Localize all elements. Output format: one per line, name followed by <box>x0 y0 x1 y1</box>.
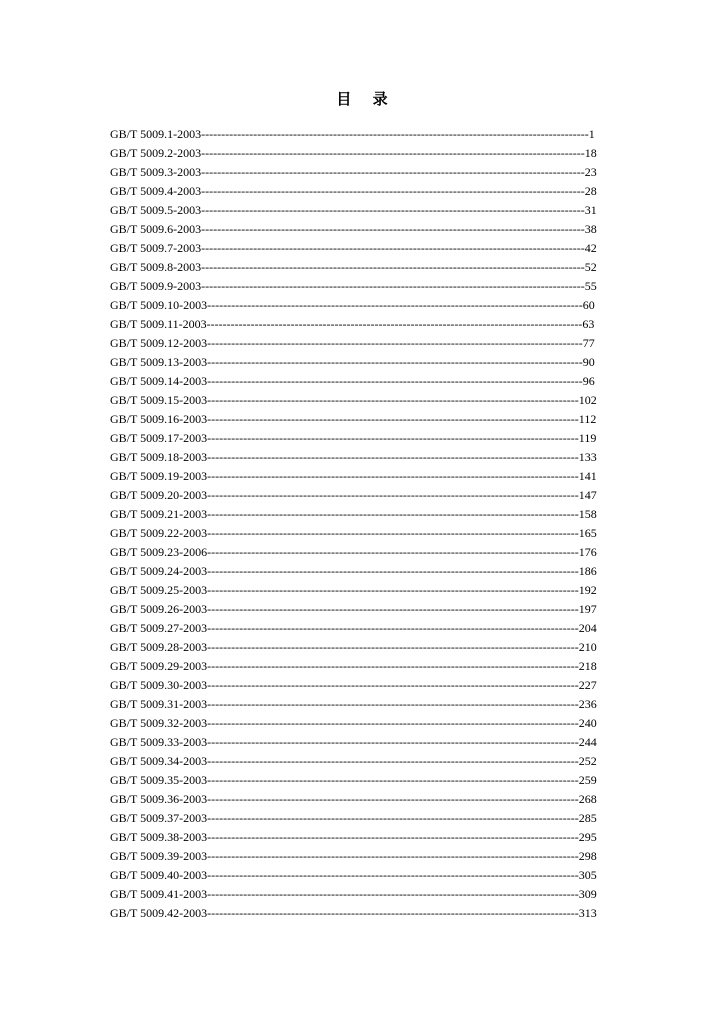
toc-entry-page: 165 <box>578 526 597 540</box>
toc-entry-leader: --------------------------------------------------------------------------------------------- <box>207 887 579 901</box>
toc-entry-page: 141 <box>578 469 597 483</box>
toc-entry-label: GB/T 5009.2-2003 <box>110 146 202 160</box>
toc-entry-leader: --------------------------------------------------------------------------------------------- <box>207 621 579 635</box>
toc-entry-leader: --------------------------------------------------------------------------------------------- <box>207 849 579 863</box>
toc-entry-page: 63 <box>582 317 595 331</box>
toc-entry-label: GB/T 5009.29-2003 <box>110 659 208 673</box>
toc-entry <box>110 221 597 240</box>
toc-entry-leader: ------------------------------------------------------------------------------------------------ <box>201 203 585 217</box>
toc-entry-label: GB/T 5009.40-2003 <box>110 868 208 882</box>
toc-entry-label: GB/T 5009.15-2003 <box>110 393 208 407</box>
toc-entry-page: 96 <box>582 374 595 388</box>
toc-entry-page: 268 <box>578 792 597 806</box>
toc-entry-leader: --------------------------------------------------------------------------------------------- <box>207 412 579 426</box>
toc-entry <box>110 658 597 677</box>
toc-entry <box>110 487 597 506</box>
toc-entry-label: GB/T 5009.27-2003 <box>110 621 208 635</box>
toc-entry-leader: --------------------------------------------------------------------------------------------- <box>207 431 579 445</box>
toc-entry-label: GB/T 5009.41-2003 <box>110 887 208 901</box>
toc-entry-label: GB/T 5009.7-2003 <box>110 241 202 255</box>
toc-entry-label: GB/T 5009.25-2003 <box>110 583 208 597</box>
toc-entry <box>110 145 597 164</box>
toc-entry-page: 218 <box>578 659 597 673</box>
toc-entry-page: 31 <box>584 203 597 217</box>
toc-entry-leader: --------------------------------------------------------------------------------------------- <box>207 659 579 673</box>
toc-entry-label: GB/T 5009.24-2003 <box>110 564 208 578</box>
toc-entry-leader: --------------------------------------------------------------------------------------------- <box>207 583 579 597</box>
toc-entry-label: GB/T 5009.5-2003 <box>110 203 202 217</box>
toc-entry-leader: --------------------------------------------------------------------------------------------- <box>207 697 579 711</box>
toc-entry-leader: ------------------------------------------------------------------------------------------------ <box>201 260 585 274</box>
toc-entry <box>110 126 597 145</box>
toc-entry <box>110 905 597 924</box>
toc-entry-label: GB/T 5009.18-2003 <box>110 450 208 464</box>
toc-entry-page: 240 <box>578 716 597 730</box>
toc-entry-label: GB/T 5009.33-2003 <box>110 735 208 749</box>
toc-entry-label: GB/T 5009.23-2006 <box>110 545 208 559</box>
toc-entry-leader: --------------------------------------------------------------------------------------------- <box>207 735 579 749</box>
toc-entry-leader: --------------------------------------------------------------------------------------------- <box>207 868 579 882</box>
toc-entry-label: GB/T 5009.3-2003 <box>110 165 202 179</box>
toc-entry-page: 102 <box>578 393 597 407</box>
toc-entry-page: 52 <box>584 260 597 274</box>
toc-entry-label: GB/T 5009.6-2003 <box>110 222 202 236</box>
toc-entry-label: GB/T 5009.38-2003 <box>110 830 208 844</box>
toc-entry <box>110 392 597 411</box>
toc-entry <box>110 411 597 430</box>
toc-entry-leader: --------------------------------------------------------------------------------------------- <box>207 507 579 521</box>
toc-entry-label: GB/T 5009.42-2003 <box>110 906 208 920</box>
toc-entry <box>110 183 597 202</box>
toc-entry-label: GB/T 5009.13-2003 <box>110 355 208 369</box>
toc-entry-label: GB/T 5009.19-2003 <box>110 469 208 483</box>
toc-entry-label: GB/T 5009.9-2003 <box>110 279 202 293</box>
toc-entry <box>110 506 597 525</box>
toc-entry-leader: --------------------------------------------------------------------------------------------- <box>207 640 579 654</box>
toc-entry-page: 77 <box>582 336 595 350</box>
toc-entry-label: GB/T 5009.34-2003 <box>110 754 208 768</box>
toc-entry-page: 38 <box>584 222 597 236</box>
toc-entry <box>110 525 597 544</box>
toc-entry-page: 252 <box>578 754 597 768</box>
toc-entry-page: 227 <box>578 678 597 692</box>
toc-entry-leader: --------------------------------------------------------------------------------------------- <box>207 773 579 787</box>
toc-entry-label: GB/T 5009.35-2003 <box>110 773 208 787</box>
toc-entry <box>110 468 597 487</box>
toc-entry-page: 42 <box>584 241 597 255</box>
toc-entry-leader: --------------------------------------------------------------------------------------------- <box>207 811 579 825</box>
toc-entry <box>110 373 597 392</box>
toc-entry-label: GB/T 5009.1-2003 <box>110 127 202 141</box>
toc-entry-leader: ------------------------------------------------------------------------------------------------ <box>201 222 585 236</box>
toc-entry-leader: ------------------------------------------------------------------------------------------------ <box>201 165 585 179</box>
toc-entry <box>110 753 597 772</box>
toc-entry <box>110 430 597 449</box>
page-title: 目 录 <box>336 90 396 108</box>
toc-entry-page: 119 <box>578 431 597 445</box>
toc-entry <box>110 164 597 183</box>
toc-entry-page: 236 <box>578 697 597 711</box>
toc-entry-leader: --------------------------------------------------------------------------------------------- <box>207 393 579 407</box>
toc-entry-label: GB/T 5009.37-2003 <box>110 811 208 825</box>
toc-entry <box>110 240 597 259</box>
toc-entry <box>110 582 597 601</box>
toc-entry-label: GB/T 5009.20-2003 <box>110 488 208 502</box>
toc-list <box>110 126 597 924</box>
toc-entry-page: 285 <box>578 811 597 825</box>
toc-entry-leader: ------------------------------------------------------------------------------------------------ <box>201 241 585 255</box>
toc-entry <box>110 772 597 791</box>
toc-entry <box>110 354 597 373</box>
toc-entry <box>110 449 597 468</box>
toc-entry-page: 112 <box>578 412 597 426</box>
toc-entry-leader: --------------------------------------------------------------------------------------------- <box>207 906 579 920</box>
toc-entry <box>110 620 597 639</box>
toc-entry-page: 158 <box>578 507 597 521</box>
toc-entry <box>110 601 597 620</box>
toc-entry-label: GB/T 5009.36-2003 <box>110 792 208 806</box>
toc-entry-page: 176 <box>578 545 597 559</box>
toc-entry <box>110 677 597 696</box>
toc-entry-leader: --------------------------------------------------------------------------------------------- <box>207 526 579 540</box>
toc-entry-leader: --------------------------------------------------------------------------------------------- <box>207 754 579 768</box>
toc-entry-label: GB/T 5009.10-2003 <box>110 298 208 312</box>
toc-entry-label: GB/T 5009.4-2003 <box>110 184 202 198</box>
toc-entry-page: 309 <box>578 887 597 901</box>
toc-entry-leader: --------------------------------------------------------------------------------------------- <box>207 792 579 806</box>
toc-entry-page: 204 <box>578 621 597 635</box>
toc-entry-label: GB/T 5009.12-2003 <box>110 336 208 350</box>
toc-entry-label: GB/T 5009.32-2003 <box>110 716 208 730</box>
toc-entry-leader: --------------------------------------------------------------------------------------------- <box>207 450 579 464</box>
toc-entry-page: 259 <box>578 773 597 787</box>
toc-entry-leader: ------------------------------------------------------------------------------------------------ <box>201 184 585 198</box>
toc-entry-leader: ---------------------------------------------------------------------------------------------- <box>207 374 583 388</box>
toc-entry <box>110 544 597 563</box>
toc-entry-page: 298 <box>578 849 597 863</box>
toc-entry-page: 90 <box>582 355 595 369</box>
toc-entry <box>110 715 597 734</box>
toc-entry-page: 23 <box>584 165 597 179</box>
toc-entry-page: 60 <box>582 298 595 312</box>
toc-entry-page: 18 <box>584 146 597 160</box>
toc-entry-leader: --------------------------------------------------------------------------------------------- <box>207 830 579 844</box>
toc-entry-label: GB/T 5009.39-2003 <box>110 849 208 863</box>
toc-entry-page: 210 <box>578 640 597 654</box>
toc-entry-leader: --------------------------------------------------------------------------------------------- <box>207 545 579 559</box>
toc-entry <box>110 696 597 715</box>
toc-entry <box>110 791 597 810</box>
toc-entry-leader: ---------------------------------------------------------------------------------------------- <box>207 336 583 350</box>
toc-entry-page: 186 <box>578 564 597 578</box>
toc-entry-leader: --------------------------------------------------------------------------------------------- <box>207 488 579 502</box>
toc-entry-leader: --------------------------------------------------------------------------------------------- <box>207 469 579 483</box>
toc-entry-label: GB/T 5009.26-2003 <box>110 602 208 616</box>
toc-entry <box>110 316 597 335</box>
toc-entry-label: GB/T 5009.14-2003 <box>110 374 208 388</box>
toc-entry-label: GB/T 5009.8-2003 <box>110 260 202 274</box>
toc-entry <box>110 297 597 316</box>
toc-entry-leader: --------------------------------------------------------------------------------------------- <box>207 678 579 692</box>
toc-entry-page: 305 <box>578 868 597 882</box>
toc-entry <box>110 886 597 905</box>
toc-entry-label: GB/T 5009.21-2003 <box>110 507 208 521</box>
toc-entry-page: 192 <box>578 583 597 597</box>
toc-entry-page: 244 <box>578 735 597 749</box>
toc-entry <box>110 563 597 582</box>
toc-entry <box>110 734 597 753</box>
toc-entry <box>110 810 597 829</box>
toc-entry-page: 295 <box>578 830 597 844</box>
toc-entry-label: GB/T 5009.31-2003 <box>110 697 208 711</box>
toc-entry-label: GB/T 5009.28-2003 <box>110 640 208 654</box>
toc-entry <box>110 639 597 658</box>
toc-entry-page: 197 <box>578 602 597 616</box>
toc-entry <box>110 848 597 867</box>
toc-entry-label: GB/T 5009.11-2003 <box>110 317 207 331</box>
toc-entry <box>110 259 597 278</box>
toc-entry-leader: --------------------------------------------------------------------------------------------- <box>207 564 579 578</box>
toc-entry-leader: ---------------------------------------------------------------------------------------------- <box>207 355 583 369</box>
toc-entry-page: 28 <box>584 184 597 198</box>
toc-entry <box>110 202 597 221</box>
toc-entry-leader: --------------------------------------------------------------------------------------------- <box>207 716 579 730</box>
toc-entry-page: 1 <box>588 127 595 141</box>
toc-entry-label: GB/T 5009.30-2003 <box>110 678 208 692</box>
toc-entry-page: 55 <box>584 279 597 293</box>
toc-entry-page: 313 <box>578 906 597 920</box>
toc-entry-leader: ------------------------------------------------------------------------------------------------- <box>201 127 589 141</box>
toc-entry-label: GB/T 5009.16-2003 <box>110 412 208 426</box>
toc-entry <box>110 278 597 297</box>
toc-entry <box>110 335 597 354</box>
toc-entry-label: GB/T 5009.22-2003 <box>110 526 208 540</box>
toc-entry-label: GB/T 5009.17-2003 <box>110 431 208 445</box>
toc-entry-leader: ---------------------------------------------------------------------------------------------- <box>207 298 583 312</box>
toc-entry-leader: ------------------------------------------------------------------------------------------------ <box>201 146 585 160</box>
toc-entry-leader: --------------------------------------------------------------------------------------------- <box>207 602 579 616</box>
toc-entry <box>110 829 597 848</box>
toc-entry-leader: ------------------------------------------------------------------------------------------------ <box>201 279 585 293</box>
toc-entry-page: 133 <box>578 450 597 464</box>
toc-entry <box>110 867 597 886</box>
toc-entry-page: 147 <box>578 488 597 502</box>
toc-entry-leader: ---------------------------------------------------------------------------------------------- <box>206 317 583 331</box>
